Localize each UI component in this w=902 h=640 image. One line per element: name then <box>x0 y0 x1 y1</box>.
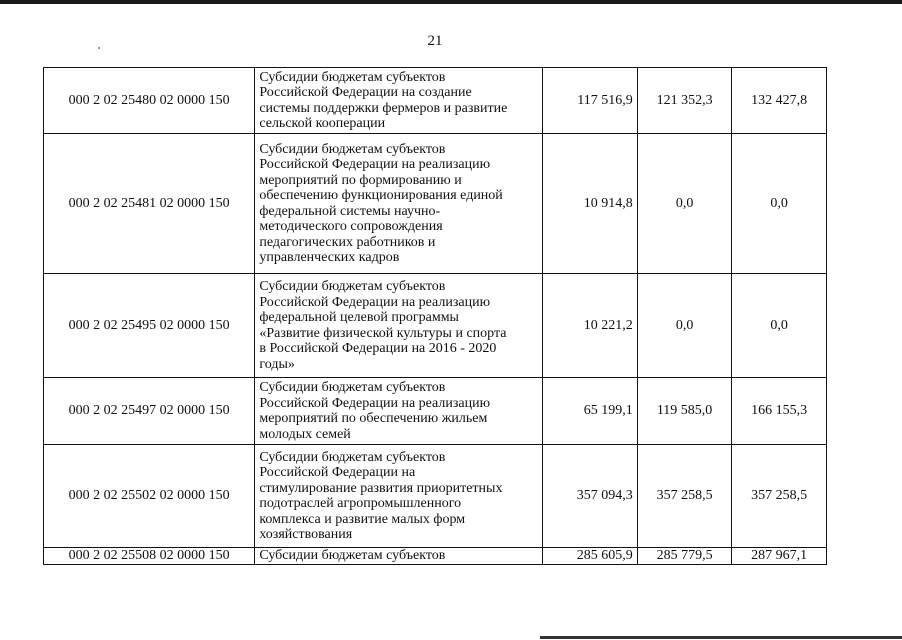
value-year-3-cell: 357 258,5 <box>732 445 827 548</box>
description-cell <box>255 445 543 548</box>
description-cell <box>255 378 543 445</box>
table-row <box>44 68 827 134</box>
description-line: обеспечению функционирования единой <box>259 188 503 203</box>
value-year-1-cell: 10 914,8 <box>543 134 638 274</box>
description-line: методического сопровождения <box>259 219 443 234</box>
value-year-3-cell: 0,0 <box>732 134 827 274</box>
description-line: стимулирование развития приоритетных <box>259 480 503 496</box>
table-row <box>44 445 827 548</box>
description-cell <box>255 274 543 378</box>
value-year-3-cell: 0,0 <box>732 274 827 378</box>
description-line: федеральной системы научно- <box>259 203 441 219</box>
description-line: хозяйствования <box>259 527 353 542</box>
value-year-1-cell: 357 094,3 <box>543 445 638 548</box>
table-row <box>44 548 827 565</box>
description-line: Субсидии бюджетам субъектов <box>259 548 446 563</box>
description-line: сельской кооперации <box>259 116 386 131</box>
value-year-2-cell: 0,0 <box>637 134 732 274</box>
budget-table <box>43 67 827 565</box>
description-line: федеральной целевой программы <box>259 310 459 325</box>
bottom-border-rule <box>540 636 902 639</box>
value-year-3-cell: 132 427,8 <box>732 68 827 134</box>
description-line: педагогических работников и <box>259 234 436 250</box>
value-year-1-cell: 10 221,2 <box>543 274 638 378</box>
description-cell <box>255 68 543 134</box>
value-year-2-cell: 119 585,0 <box>637 378 732 445</box>
value-year-1-cell: 117 516,9 <box>543 68 638 134</box>
description-line: Субсидии бюджетам субъектов <box>259 69 446 85</box>
description-line: Субсидии бюджетам субъектов <box>259 380 446 395</box>
description-line: мероприятий по формированию и <box>259 172 462 188</box>
description-line: Субсидии бюджетам субъектов <box>259 449 446 465</box>
value-year-2-cell: 357 258,5 <box>637 445 732 548</box>
budget-code-cell: 000 2 02 25480 02 0000 150 <box>44 68 255 134</box>
description-line: подотраслей агропромышленного <box>259 496 462 511</box>
page-number: 21 <box>427 33 443 49</box>
description-line: управленческих кадров <box>259 250 400 265</box>
description-line: Российской Федерации на <box>259 465 416 480</box>
budget-code-cell: 000 2 02 25481 02 0000 150 <box>44 134 255 274</box>
description-line: в Российской Федерации на 2016 - 2020 <box>259 341 497 356</box>
value-year-2-cell: 121 352,3 <box>637 68 732 134</box>
value-year-1-cell: 285 605,9 <box>543 548 638 565</box>
description-line: комплекса и развитие малых форм <box>259 511 466 527</box>
value-year-2-cell: 0,0 <box>637 274 732 378</box>
description-line: Российской Федерации на реализацию <box>259 294 491 310</box>
value-year-2-cell: 285 779,5 <box>637 548 732 565</box>
description-line: «Развитие физической культуры и спорта <box>259 325 507 341</box>
description-line: Субсидии бюджетам субъектов <box>259 141 446 157</box>
table-row <box>44 134 827 274</box>
description-line: молодых семей <box>259 426 351 442</box>
table-row <box>44 274 827 378</box>
description-line: Субсидии бюджетам субъектов <box>259 279 446 294</box>
description-cell <box>255 548 543 565</box>
description-line: Российской Федерации на реализацию <box>259 395 491 411</box>
description-line: Российской Федерации на создание <box>259 85 472 100</box>
top-border-rule <box>0 0 902 4</box>
description-cell <box>255 134 543 274</box>
budget-code-cell: 000 2 02 25502 02 0000 150 <box>44 445 255 548</box>
description-line: мероприятий по обеспечению жильем <box>259 411 488 426</box>
description-line: Российской Федерации на реализацию <box>259 157 491 172</box>
value-year-3-cell: 287 967,1 <box>732 548 827 565</box>
value-year-3-cell: 166 155,3 <box>732 378 827 445</box>
table-row <box>44 378 827 445</box>
budget-code-cell: 000 2 02 25497 02 0000 150 <box>44 378 255 445</box>
budget-table-body <box>44 68 827 565</box>
value-year-1-cell: 65 199,1 <box>543 378 638 445</box>
description-line: годы» <box>259 356 295 372</box>
budget-code-cell: 000 2 02 25508 02 0000 150 <box>44 548 255 565</box>
budget-code-cell: 000 2 02 25495 02 0000 150 <box>44 274 255 378</box>
description-line: системы поддержки фермеров и развитие <box>259 100 508 116</box>
